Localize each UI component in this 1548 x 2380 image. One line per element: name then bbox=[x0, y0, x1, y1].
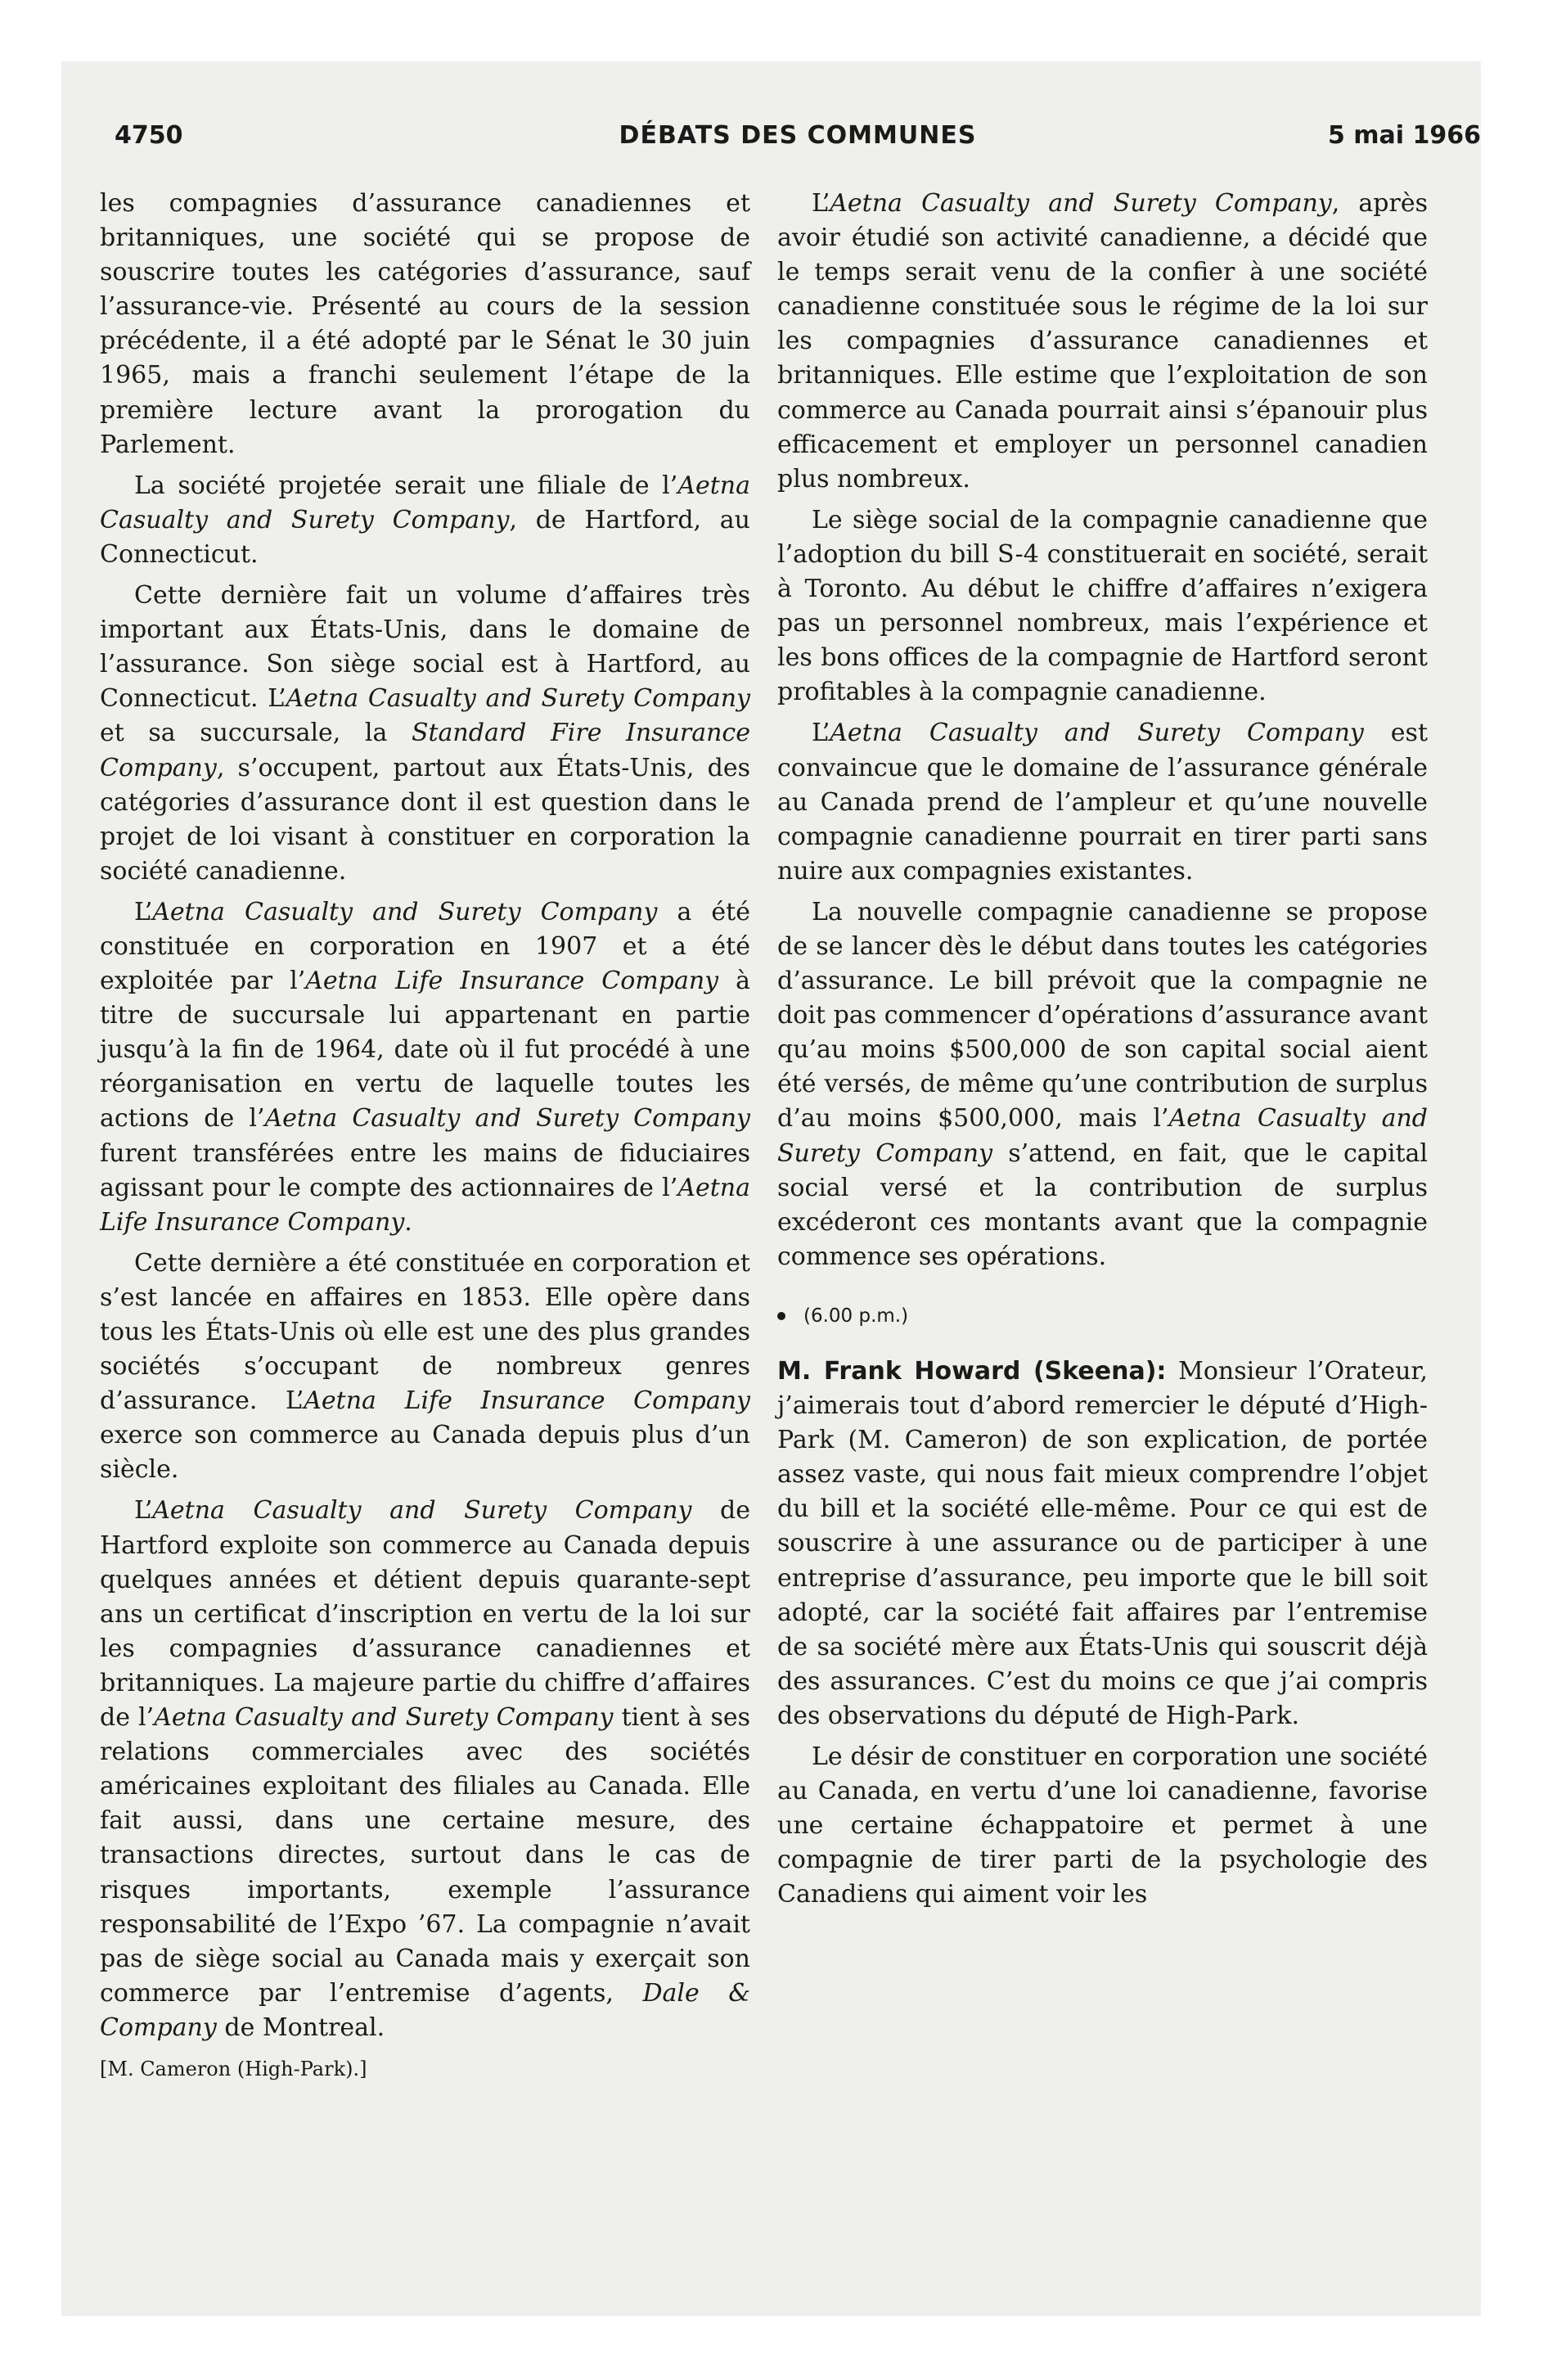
left-column bbox=[100, 187, 750, 2093]
right-column bbox=[777, 187, 1428, 1919]
paragraph: L’Aetna Casualty and Surety Company a été constituée en corporation en 1907 et a été exploitée par l’Aetna Life Insurance Company à titre de succursale lui appartenant en partie jusqu’à la fin de 1964, date où il fut procédé à une réorganisation en vertu de laquelle toutes les actions de l’Aetna Casualty and Surety Company furent transférées entre les mains de fiduciaires agissant pour le compte des actionnaires de l’Aetna Life Insurance Company. bbox=[100, 897, 751, 1237]
paragraph: Le désir de constituer en corporation une société au Canada, en vertu d’une loi canadienne, favorise une certaine échappatoire et permet à une compagnie de tirer parti de la psychologie des Canadiens qui aiment voir les bbox=[777, 1742, 1428, 1909]
paragraph: Cette dernière a été constituée en corporation et s’est lancée en affaires en 1853. Elle opère dans tous les États-Unis où elle est une des plus grandes sociétés s’occupant de nombreux genres d’assurance. L’Aetna Life Insurance Company exerce son commerce au Canada depuis plus d’un siècle. bbox=[100, 1248, 750, 1485]
paragraph: L’Aetna Casualty and Surety Company est convaincue que le domaine de l’assurance générale au Canada prend de l’ampleur et qu’une nouvelle compagnie canadienne pourrait en tirer parti sans nuire aux compagnies existantes. bbox=[777, 719, 1428, 886]
paragraph: les compagnies d’assurance canadiennes et britanniques, une société qui se propose de souscrire toutes les catégories d’assurance, sauf l’assurance-vie. Présenté au cours de la session précédente, il a été adopté par le Sénat le 30 juin 1965, mais a franchi seulement l’étape de la première lecture avant la prorogation du Parlement. bbox=[100, 189, 750, 459]
page-header bbox=[115, 121, 1481, 162]
paragraph: Cette dernière fait un volume d’affaires très important aux États-Unis, dans le domaine de l’assurance. Son siège social est à Hartford, au Connecticut. L’Aetna Casualty and Surety Company et sa succursale, la Standard Fire Insurance Company, s’occupent, partout aux États-Unis, des catégories d’assurance dont il est question dans le projet de loi visant à constituer en corporation la société canadienne. bbox=[100, 581, 750, 886]
time-marker: (6.00 p.m.) bbox=[777, 1299, 1428, 1333]
speaker-name: M. Frank Howard (Skeena): bbox=[777, 1357, 1167, 1386]
paragraph: L’Aetna Casualty and Surety Company de Hartford exploite son commerce au Canada depuis quelques années et détient depuis quarante-sept ans un certificat d’inscription en vertu de la loi sur les compagnies d’assurance canadiennes et britanniques. La majeure partie du chiffre d’affaires de l’Aetna Casualty and Surety Company tient à ses relations commerciales avec des sociétés américaines exploitant des filiales au Canada. Elle fait aussi, dans une certaine mesure, des transactions directes, surtout dans le cas de risques importants, exemple l’assurance responsabilité de l’Expo ’67. La compagnie n’avait pas de siège social au Canada mais y exerçait son commerce par l’entremise d’agents, Dale & Company de Montreal. bbox=[100, 1496, 750, 2042]
bullet-icon bbox=[777, 1312, 785, 1320]
page-number: 4750 bbox=[115, 121, 183, 150]
page-title: DÉBATS DES COMMUNES bbox=[619, 121, 977, 150]
paragraph: L’Aetna Casualty and Surety Company, après avoir étudié son activité canadienne, a décidé que le temps serait venu de la confier à une société canadienne constituée sous le régime de la loi sur les compagnies d’assurance canadiennes et britanniques. Elle estime que l’exploitation de son commerce au Canada pourrait ainsi s’épanouir plus efficacement et employer un personnel canadien plus nombreux. bbox=[777, 189, 1429, 494]
paragraph: Le siège social de la compagnie canadienne que l’adoption du bill S-4 constituerait en société, serait à Toronto. Au début le chiffre d’affaires n’exigera pas un personnel nombreux, mais l’expérience et les bons offices de la compagnie de Hartford seront profitables à la compagnie canadienne. bbox=[777, 505, 1428, 707]
paragraph: La nouvelle compagnie canadienne se propose de se lancer dès le début dans toutes les catégories d’assurance. Le bill prévoit que la compagnie ne doit pas commencer d’opérations d’assurance avant qu’au moins $500,000 de son capital social aient été versés, de même qu’une contribution de surplus d’au moins $500,000, mais l’Aetna Casualty and Surety Company s’attend, en fait, que le capital social versé et la contribution de surplus excéderont ces montants avant que la compagnie commence ses opérations. bbox=[777, 897, 1428, 1271]
paragraph: M. Frank Howard (Skeena): Monsieur l’Orateur, j’aimerais tout d’abord remercier le député d’High-Park (M. Cameron) de son explication, de portée assez vaste, qui nous fait mieux comprendre l’objet du bill et la société elle-même. Pour ce qui est de souscrire à une assurance ou de participer à une entreprise d’assurance, peu importe que le bill soit adopté, car la société fait affaires par l’entremise de sa société mère aux États-Unis qui souscrit déjà des assurances. C’est du moins ce que j’ai compris des observations du député de High-Park. bbox=[777, 1357, 1428, 1730]
paragraph: La société projetée serait une filiale de l’Aetna Casualty and Surety Company, de Hartford, au Connecticut. bbox=[100, 471, 751, 569]
speaker-reference: [M. Cameron (High-Park).] bbox=[100, 2057, 367, 2080]
page-date: 5 mai 1966 bbox=[1327, 121, 1481, 150]
